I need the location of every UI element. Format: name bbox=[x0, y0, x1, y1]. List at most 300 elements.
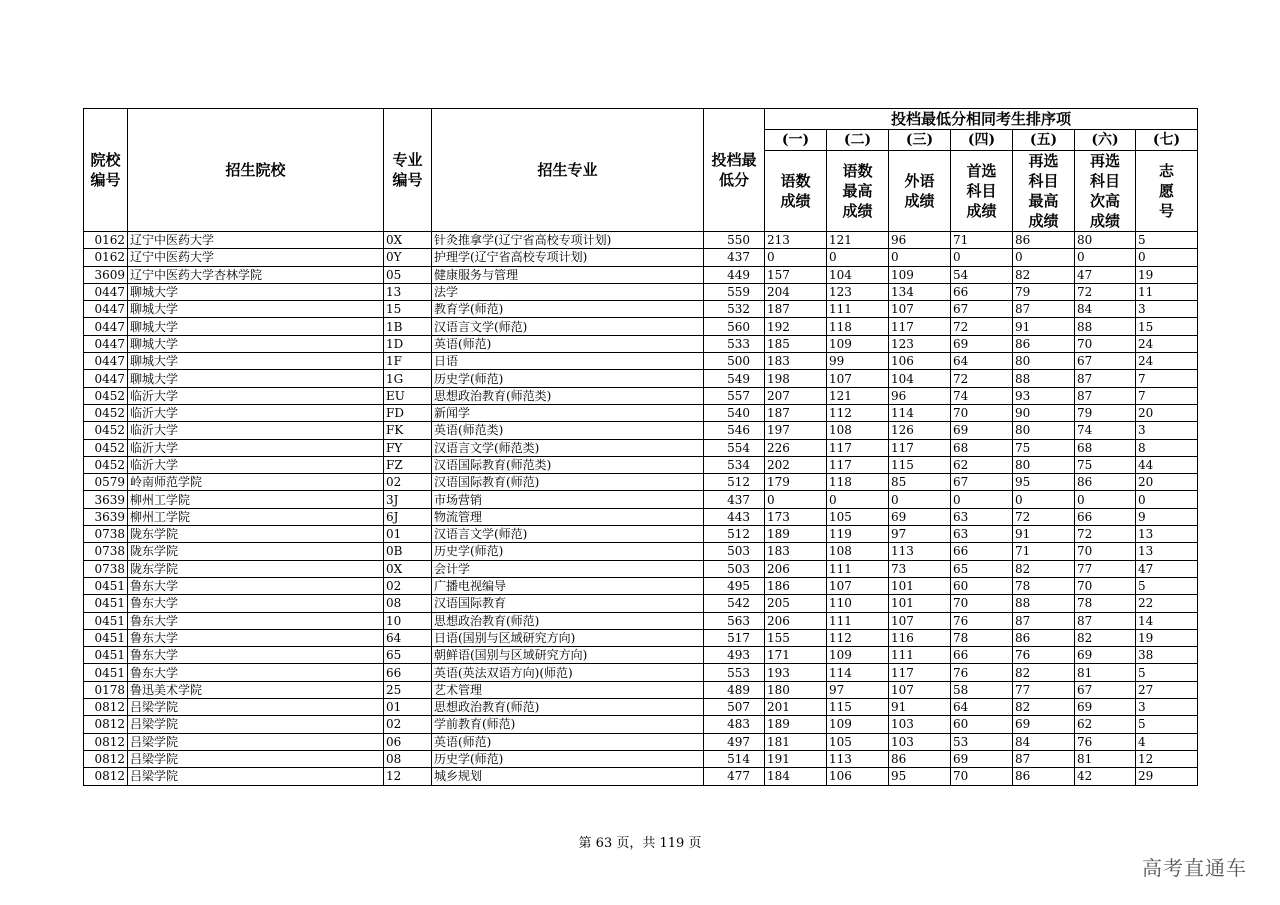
table-row bbox=[84, 664, 1198, 681]
yushu-max-score-cell: 121 bbox=[827, 387, 889, 404]
yushu-score-cell: 201 bbox=[765, 699, 827, 716]
first-subject-score-cell: 66 bbox=[951, 647, 1013, 664]
yushu-score-cell: 183 bbox=[765, 543, 827, 560]
reselect-second-score-cell: 74 bbox=[1075, 422, 1136, 439]
school-code-cell: 0738 bbox=[84, 560, 128, 577]
school-name-cell: 聊城大学 bbox=[128, 283, 384, 300]
school-code-cell: 0452 bbox=[84, 387, 128, 404]
foreign-lang-score-cell: 101 bbox=[889, 577, 951, 594]
table-row bbox=[84, 422, 1198, 439]
foreign-lang-score-cell: 85 bbox=[889, 474, 951, 491]
preference-number-cell: 5 bbox=[1136, 664, 1198, 681]
reselect-second-score-cell: 86 bbox=[1075, 474, 1136, 491]
reselect-second-score-cell: 84 bbox=[1075, 301, 1136, 318]
table-row bbox=[84, 370, 1198, 387]
header-major-code: 专业编号 bbox=[384, 109, 432, 232]
min-score-cell: 489 bbox=[704, 681, 765, 698]
table-row bbox=[84, 266, 1198, 283]
major-code-cell: 08 bbox=[384, 750, 432, 767]
preference-number-cell: 3 bbox=[1136, 301, 1198, 318]
school-name-cell: 临沂大学 bbox=[128, 422, 384, 439]
min-score-cell: 563 bbox=[704, 612, 765, 629]
yushu-score-cell: 187 bbox=[765, 404, 827, 421]
preference-number-cell: 22 bbox=[1136, 595, 1198, 612]
header-rank-number: (一) bbox=[765, 130, 827, 151]
preference-number-cell: 19 bbox=[1136, 629, 1198, 646]
school-code-cell: 0812 bbox=[84, 699, 128, 716]
yushu-max-score-cell: 99 bbox=[827, 353, 889, 370]
reselect-second-score-cell: 70 bbox=[1075, 577, 1136, 594]
major-name-cell: 汉语国际教育 bbox=[432, 595, 704, 612]
header-rank-number: (七) bbox=[1136, 130, 1198, 151]
yushu-max-score-cell: 109 bbox=[827, 716, 889, 733]
table-row bbox=[84, 560, 1198, 577]
reselect-max-score-cell: 71 bbox=[1013, 543, 1075, 560]
major-name-cell: 日语(国别与区域研究方向) bbox=[432, 629, 704, 646]
major-code-cell: 0Y bbox=[384, 249, 432, 266]
reselect-max-score-cell: 82 bbox=[1013, 560, 1075, 577]
reselect-max-score-cell: 95 bbox=[1013, 474, 1075, 491]
major-name-cell: 思想政治教育(师范类) bbox=[432, 387, 704, 404]
header-rank-number: (二) bbox=[827, 130, 889, 151]
school-name-cell: 临沂大学 bbox=[128, 456, 384, 473]
school-name-cell: 辽宁中医药大学 bbox=[128, 232, 384, 249]
school-name-cell: 吕梁学院 bbox=[128, 699, 384, 716]
header-rank-label: 语数成绩 bbox=[765, 151, 827, 232]
school-code-cell: 0451 bbox=[84, 595, 128, 612]
yushu-max-score-cell: 114 bbox=[827, 664, 889, 681]
table-row bbox=[84, 491, 1198, 508]
reselect-second-score-cell: 81 bbox=[1075, 750, 1136, 767]
major-name-cell: 汉语国际教育(师范类) bbox=[432, 456, 704, 473]
yushu-max-score-cell: 111 bbox=[827, 560, 889, 577]
first-subject-score-cell: 67 bbox=[951, 301, 1013, 318]
school-name-cell: 临沂大学 bbox=[128, 439, 384, 456]
major-name-cell: 艺术管理 bbox=[432, 681, 704, 698]
school-code-cell: 0812 bbox=[84, 733, 128, 750]
preference-number-cell: 0 bbox=[1136, 491, 1198, 508]
first-subject-score-cell: 69 bbox=[951, 422, 1013, 439]
min-score-cell: 514 bbox=[704, 750, 765, 767]
yushu-max-score-cell: 111 bbox=[827, 612, 889, 629]
foreign-lang-score-cell: 73 bbox=[889, 560, 951, 577]
reselect-max-score-cell: 80 bbox=[1013, 422, 1075, 439]
reselect-max-score-cell: 77 bbox=[1013, 681, 1075, 698]
major-code-cell: EU bbox=[384, 387, 432, 404]
reselect-second-score-cell: 67 bbox=[1075, 681, 1136, 698]
yushu-score-cell: 157 bbox=[765, 266, 827, 283]
table-row bbox=[84, 249, 1198, 266]
school-code-cell: 0738 bbox=[84, 526, 128, 543]
reselect-max-score-cell: 80 bbox=[1013, 456, 1075, 473]
min-score-cell: 500 bbox=[704, 353, 765, 370]
min-score-cell: 493 bbox=[704, 647, 765, 664]
major-name-cell: 英语(英法双语方向)(师范) bbox=[432, 664, 704, 681]
preference-number-cell: 11 bbox=[1136, 283, 1198, 300]
yushu-score-cell: 0 bbox=[765, 491, 827, 508]
school-name-cell: 鲁东大学 bbox=[128, 647, 384, 664]
foreign-lang-score-cell: 111 bbox=[889, 647, 951, 664]
yushu-max-score-cell: 112 bbox=[827, 629, 889, 646]
preference-number-cell: 15 bbox=[1136, 318, 1198, 335]
min-score-cell: 477 bbox=[704, 768, 765, 785]
header-rank-label: 首选科目成绩 bbox=[951, 151, 1013, 232]
yushu-max-score-cell: 105 bbox=[827, 508, 889, 525]
yushu-max-score-cell: 110 bbox=[827, 595, 889, 612]
foreign-lang-score-cell: 107 bbox=[889, 612, 951, 629]
major-code-cell: 02 bbox=[384, 716, 432, 733]
first-subject-score-cell: 66 bbox=[951, 543, 1013, 560]
yushu-max-score-cell: 118 bbox=[827, 318, 889, 335]
min-score-cell: 507 bbox=[704, 699, 765, 716]
major-code-cell: 0B bbox=[384, 543, 432, 560]
reselect-max-score-cell: 87 bbox=[1013, 750, 1075, 767]
preference-number-cell: 13 bbox=[1136, 526, 1198, 543]
major-code-cell: 02 bbox=[384, 474, 432, 491]
major-name-cell: 法学 bbox=[432, 283, 704, 300]
foreign-lang-score-cell: 69 bbox=[889, 508, 951, 525]
school-code-cell: 0452 bbox=[84, 456, 128, 473]
reselect-max-score-cell: 91 bbox=[1013, 318, 1075, 335]
min-score-cell: 540 bbox=[704, 404, 765, 421]
school-code-cell: 3639 bbox=[84, 491, 128, 508]
school-code-cell: 3609 bbox=[84, 266, 128, 283]
major-code-cell: 12 bbox=[384, 768, 432, 785]
foreign-lang-score-cell: 115 bbox=[889, 456, 951, 473]
foreign-lang-score-cell: 96 bbox=[889, 232, 951, 249]
reselect-second-score-cell: 79 bbox=[1075, 404, 1136, 421]
foreign-lang-score-cell: 126 bbox=[889, 422, 951, 439]
major-name-cell: 英语(师范) bbox=[432, 335, 704, 352]
table-row bbox=[84, 716, 1198, 733]
yushu-max-score-cell: 106 bbox=[827, 768, 889, 785]
school-code-cell: 0162 bbox=[84, 249, 128, 266]
foreign-lang-score-cell: 109 bbox=[889, 266, 951, 283]
reselect-second-score-cell: 62 bbox=[1075, 716, 1136, 733]
table-row bbox=[84, 768, 1198, 785]
reselect-max-score-cell: 86 bbox=[1013, 335, 1075, 352]
first-subject-score-cell: 65 bbox=[951, 560, 1013, 577]
page-footer: 第 63 页，共 119 页 bbox=[578, 836, 702, 851]
major-code-cell: 1G bbox=[384, 370, 432, 387]
table-row bbox=[84, 699, 1198, 716]
min-score-cell: 557 bbox=[704, 387, 765, 404]
first-subject-score-cell: 64 bbox=[951, 353, 1013, 370]
preference-number-cell: 38 bbox=[1136, 647, 1198, 664]
first-subject-score-cell: 69 bbox=[951, 335, 1013, 352]
foreign-lang-score-cell: 95 bbox=[889, 768, 951, 785]
major-code-cell: 05 bbox=[384, 266, 432, 283]
school-name-cell: 临沂大学 bbox=[128, 404, 384, 421]
school-code-cell: 0447 bbox=[84, 370, 128, 387]
yushu-max-score-cell: 123 bbox=[827, 283, 889, 300]
major-name-cell: 健康服务与管理 bbox=[432, 266, 704, 283]
watermark: 高考直通车 bbox=[1142, 856, 1247, 880]
preference-number-cell: 7 bbox=[1136, 387, 1198, 404]
reselect-second-score-cell: 0 bbox=[1075, 491, 1136, 508]
school-code-cell: 0452 bbox=[84, 404, 128, 421]
school-code-cell: 0812 bbox=[84, 768, 128, 785]
school-name-cell: 岭南师范学院 bbox=[128, 474, 384, 491]
first-subject-score-cell: 74 bbox=[951, 387, 1013, 404]
first-subject-score-cell: 72 bbox=[951, 318, 1013, 335]
reselect-max-score-cell: 82 bbox=[1013, 699, 1075, 716]
yushu-max-score-cell: 109 bbox=[827, 647, 889, 664]
school-name-cell: 鲁东大学 bbox=[128, 664, 384, 681]
reselect-second-score-cell: 42 bbox=[1075, 768, 1136, 785]
table-row bbox=[84, 283, 1198, 300]
school-code-cell: 0812 bbox=[84, 750, 128, 767]
yushu-max-score-cell: 0 bbox=[827, 491, 889, 508]
school-name-cell: 柳州工学院 bbox=[128, 491, 384, 508]
major-name-cell: 汉语言文学(师范) bbox=[432, 526, 704, 543]
table-row bbox=[84, 750, 1198, 767]
major-name-cell: 新闻学 bbox=[432, 404, 704, 421]
major-code-cell: 02 bbox=[384, 577, 432, 594]
major-code-cell: FY bbox=[384, 439, 432, 456]
foreign-lang-score-cell: 123 bbox=[889, 335, 951, 352]
reselect-max-score-cell: 69 bbox=[1013, 716, 1075, 733]
reselect-second-score-cell: 87 bbox=[1075, 387, 1136, 404]
school-code-cell: 0738 bbox=[84, 543, 128, 560]
reselect-second-score-cell: 72 bbox=[1075, 283, 1136, 300]
table-row bbox=[84, 577, 1198, 594]
major-name-cell: 教育学(师范) bbox=[432, 301, 704, 318]
header-rank-label: 外语成绩 bbox=[889, 151, 951, 232]
first-subject-score-cell: 60 bbox=[951, 577, 1013, 594]
yushu-score-cell: 206 bbox=[765, 612, 827, 629]
reselect-max-score-cell: 82 bbox=[1013, 266, 1075, 283]
major-name-cell: 市场营销 bbox=[432, 491, 704, 508]
header-rank-number: (六) bbox=[1075, 130, 1136, 151]
school-code-cell: 0447 bbox=[84, 335, 128, 352]
table-row bbox=[84, 508, 1198, 525]
school-code-cell: 0812 bbox=[84, 716, 128, 733]
yushu-score-cell: 155 bbox=[765, 629, 827, 646]
reselect-second-score-cell: 75 bbox=[1075, 456, 1136, 473]
major-name-cell: 护理学(辽宁省高校专项计划) bbox=[432, 249, 704, 266]
first-subject-score-cell: 68 bbox=[951, 439, 1013, 456]
min-score-cell: 503 bbox=[704, 543, 765, 560]
major-code-cell: 65 bbox=[384, 647, 432, 664]
min-score-cell: 553 bbox=[704, 664, 765, 681]
first-subject-score-cell: 62 bbox=[951, 456, 1013, 473]
reselect-second-score-cell: 68 bbox=[1075, 439, 1136, 456]
preference-number-cell: 7 bbox=[1136, 370, 1198, 387]
major-code-cell: FZ bbox=[384, 456, 432, 473]
foreign-lang-score-cell: 113 bbox=[889, 543, 951, 560]
first-subject-score-cell: 69 bbox=[951, 750, 1013, 767]
preference-number-cell: 12 bbox=[1136, 750, 1198, 767]
preference-number-cell: 20 bbox=[1136, 474, 1198, 491]
first-subject-score-cell: 53 bbox=[951, 733, 1013, 750]
foreign-lang-score-cell: 97 bbox=[889, 526, 951, 543]
min-score-cell: 495 bbox=[704, 577, 765, 594]
foreign-lang-score-cell: 91 bbox=[889, 699, 951, 716]
min-score-cell: 517 bbox=[704, 629, 765, 646]
first-subject-score-cell: 70 bbox=[951, 595, 1013, 612]
major-name-cell: 英语(师范) bbox=[432, 733, 704, 750]
reselect-max-score-cell: 0 bbox=[1013, 249, 1075, 266]
preference-number-cell: 5 bbox=[1136, 716, 1198, 733]
reselect-second-score-cell: 82 bbox=[1075, 629, 1136, 646]
yushu-score-cell: 202 bbox=[765, 456, 827, 473]
table-row bbox=[84, 301, 1198, 318]
school-code-cell: 0451 bbox=[84, 647, 128, 664]
school-name-cell: 鲁迅美术学院 bbox=[128, 681, 384, 698]
foreign-lang-score-cell: 106 bbox=[889, 353, 951, 370]
major-code-cell: FD bbox=[384, 404, 432, 421]
school-name-cell: 聊城大学 bbox=[128, 335, 384, 352]
school-name-cell: 陇东学院 bbox=[128, 560, 384, 577]
yushu-max-score-cell: 111 bbox=[827, 301, 889, 318]
first-subject-score-cell: 54 bbox=[951, 266, 1013, 283]
reselect-max-score-cell: 93 bbox=[1013, 387, 1075, 404]
header-rank-label: 语数最高成绩 bbox=[827, 151, 889, 232]
major-name-cell: 日语 bbox=[432, 353, 704, 370]
yushu-score-cell: 226 bbox=[765, 439, 827, 456]
yushu-max-score-cell: 107 bbox=[827, 577, 889, 594]
yushu-score-cell: 171 bbox=[765, 647, 827, 664]
yushu-score-cell: 187 bbox=[765, 301, 827, 318]
yushu-max-score-cell: 105 bbox=[827, 733, 889, 750]
major-name-cell: 历史学(师范) bbox=[432, 370, 704, 387]
yushu-score-cell: 183 bbox=[765, 353, 827, 370]
preference-number-cell: 13 bbox=[1136, 543, 1198, 560]
school-code-cell: 0447 bbox=[84, 318, 128, 335]
reselect-max-score-cell: 79 bbox=[1013, 283, 1075, 300]
reselect-second-score-cell: 77 bbox=[1075, 560, 1136, 577]
major-code-cell: 10 bbox=[384, 612, 432, 629]
yushu-score-cell: 207 bbox=[765, 387, 827, 404]
yushu-max-score-cell: 119 bbox=[827, 526, 889, 543]
major-code-cell: 01 bbox=[384, 699, 432, 716]
yushu-score-cell: 184 bbox=[765, 768, 827, 785]
school-name-cell: 鲁东大学 bbox=[128, 595, 384, 612]
major-name-cell: 思想政治教育(师范) bbox=[432, 612, 704, 629]
foreign-lang-score-cell: 103 bbox=[889, 733, 951, 750]
first-subject-score-cell: 70 bbox=[951, 404, 1013, 421]
table-row bbox=[84, 335, 1198, 352]
foreign-lang-score-cell: 0 bbox=[889, 249, 951, 266]
first-subject-score-cell: 66 bbox=[951, 283, 1013, 300]
reselect-max-score-cell: 91 bbox=[1013, 526, 1075, 543]
major-code-cell: 06 bbox=[384, 733, 432, 750]
table-row bbox=[84, 353, 1198, 370]
school-code-cell: 0579 bbox=[84, 474, 128, 491]
major-code-cell: 1F bbox=[384, 353, 432, 370]
first-subject-score-cell: 64 bbox=[951, 699, 1013, 716]
foreign-lang-score-cell: 104 bbox=[889, 370, 951, 387]
reselect-max-score-cell: 87 bbox=[1013, 612, 1075, 629]
foreign-lang-score-cell: 116 bbox=[889, 629, 951, 646]
school-name-cell: 陇东学院 bbox=[128, 526, 384, 543]
school-name-cell: 吕梁学院 bbox=[128, 716, 384, 733]
reselect-max-score-cell: 75 bbox=[1013, 439, 1075, 456]
header-tiebreak-group: 投档最低分相同考生排序项 bbox=[765, 109, 1198, 130]
major-code-cell: 01 bbox=[384, 526, 432, 543]
preference-number-cell: 3 bbox=[1136, 699, 1198, 716]
preference-number-cell: 29 bbox=[1136, 768, 1198, 785]
first-subject-score-cell: 58 bbox=[951, 681, 1013, 698]
preference-number-cell: 20 bbox=[1136, 404, 1198, 421]
foreign-lang-score-cell: 103 bbox=[889, 716, 951, 733]
header-school: 招生院校 bbox=[128, 109, 384, 232]
preference-number-cell: 24 bbox=[1136, 353, 1198, 370]
preference-number-cell: 4 bbox=[1136, 733, 1198, 750]
min-score-cell: 532 bbox=[704, 301, 765, 318]
major-name-cell: 汉语言文学(师范) bbox=[432, 318, 704, 335]
reselect-max-score-cell: 86 bbox=[1013, 629, 1075, 646]
major-code-cell: 15 bbox=[384, 301, 432, 318]
school-code-cell: 0447 bbox=[84, 283, 128, 300]
major-code-cell: 6J bbox=[384, 508, 432, 525]
yushu-score-cell: 185 bbox=[765, 335, 827, 352]
min-score-cell: 443 bbox=[704, 508, 765, 525]
foreign-lang-score-cell: 117 bbox=[889, 664, 951, 681]
table-row bbox=[84, 318, 1198, 335]
header-school-code: 院校编号 bbox=[84, 109, 128, 232]
table-header bbox=[84, 109, 1198, 232]
preference-number-cell: 3 bbox=[1136, 422, 1198, 439]
reselect-max-score-cell: 88 bbox=[1013, 595, 1075, 612]
school-name-cell: 聊城大学 bbox=[128, 301, 384, 318]
preference-number-cell: 5 bbox=[1136, 577, 1198, 594]
major-code-cell: 08 bbox=[384, 595, 432, 612]
foreign-lang-score-cell: 107 bbox=[889, 681, 951, 698]
table-row bbox=[84, 232, 1198, 249]
reselect-max-score-cell: 80 bbox=[1013, 353, 1075, 370]
preference-number-cell: 0 bbox=[1136, 249, 1198, 266]
first-subject-score-cell: 0 bbox=[951, 249, 1013, 266]
table-row bbox=[84, 647, 1198, 664]
table-row bbox=[84, 456, 1198, 473]
min-score-cell: 483 bbox=[704, 716, 765, 733]
school-name-cell: 陇东学院 bbox=[128, 543, 384, 560]
school-name-cell: 鲁东大学 bbox=[128, 577, 384, 594]
first-subject-score-cell: 63 bbox=[951, 526, 1013, 543]
yushu-max-score-cell: 109 bbox=[827, 335, 889, 352]
reselect-second-score-cell: 67 bbox=[1075, 353, 1136, 370]
school-name-cell: 辽宁中医药大学杏林学院 bbox=[128, 266, 384, 283]
major-code-cell: 25 bbox=[384, 681, 432, 698]
foreign-lang-score-cell: 117 bbox=[889, 439, 951, 456]
table-row bbox=[84, 526, 1198, 543]
yushu-max-score-cell: 112 bbox=[827, 404, 889, 421]
school-name-cell: 聊城大学 bbox=[128, 353, 384, 370]
foreign-lang-score-cell: 101 bbox=[889, 595, 951, 612]
yushu-score-cell: 206 bbox=[765, 560, 827, 577]
header-rank-number: (四) bbox=[951, 130, 1013, 151]
header-rank-label: 志愿号 bbox=[1136, 151, 1198, 232]
reselect-second-score-cell: 69 bbox=[1075, 699, 1136, 716]
school-code-cell: 0162 bbox=[84, 232, 128, 249]
first-subject-score-cell: 76 bbox=[951, 612, 1013, 629]
min-score-cell: 503 bbox=[704, 560, 765, 577]
yushu-score-cell: 191 bbox=[765, 750, 827, 767]
major-name-cell: 汉语言文学(师范类) bbox=[432, 439, 704, 456]
min-score-cell: 542 bbox=[704, 595, 765, 612]
reselect-max-score-cell: 78 bbox=[1013, 577, 1075, 594]
yushu-score-cell: 213 bbox=[765, 232, 827, 249]
reselect-max-score-cell: 0 bbox=[1013, 491, 1075, 508]
major-code-cell: FK bbox=[384, 422, 432, 439]
yushu-score-cell: 193 bbox=[765, 664, 827, 681]
reselect-second-score-cell: 72 bbox=[1075, 526, 1136, 543]
foreign-lang-score-cell: 114 bbox=[889, 404, 951, 421]
min-score-cell: 534 bbox=[704, 456, 765, 473]
yushu-max-score-cell: 97 bbox=[827, 681, 889, 698]
